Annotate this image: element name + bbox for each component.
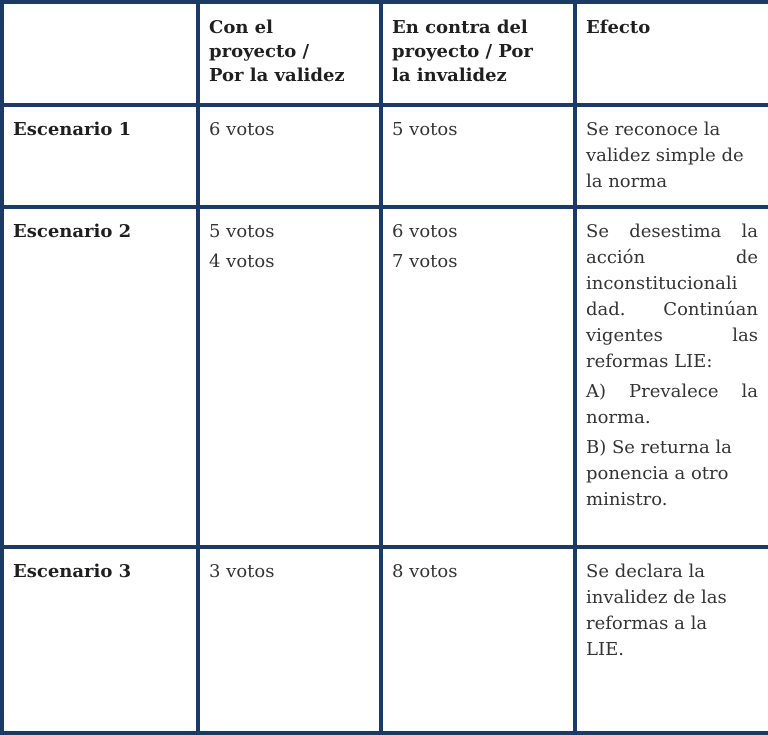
header-row — [2, 2, 768, 105]
effect-text: Se desestima la acción de inconstitucionali dad. Continúan vigentes las reformas LIE: A) Prevalece la norma. B) Se returna la ponencia a otro ministro. — [575, 207, 768, 547]
table-row — [2, 547, 768, 733]
votes-for: 6 votos — [198, 105, 381, 207]
votes-for: 3 votos — [198, 547, 381, 733]
table-row — [2, 207, 768, 547]
votes-against: 8 votos — [381, 547, 575, 733]
header-against: En contra del proyecto / Por la invalidez — [381, 2, 575, 105]
votes-for: 5 votos 4 votos — [198, 207, 381, 547]
effect-text: Se reconoce la validez simple de la norma — [575, 105, 768, 207]
votes-against: 6 votos 7 votos — [381, 207, 575, 547]
row-label: Escenario 2 — [2, 207, 198, 547]
effect-text: Se declara la invalidez de las reformas a la LIE. — [575, 547, 768, 733]
header-for: Con el proyecto / Por la validez — [198, 2, 381, 105]
header-empty-cell — [2, 2, 198, 105]
table-row — [2, 105, 768, 207]
votes-against: 5 votos — [381, 105, 575, 207]
row-label: Escenario 3 — [2, 547, 198, 733]
header-effect: Efecto — [575, 2, 768, 105]
row-label: Escenario 1 — [2, 105, 198, 207]
